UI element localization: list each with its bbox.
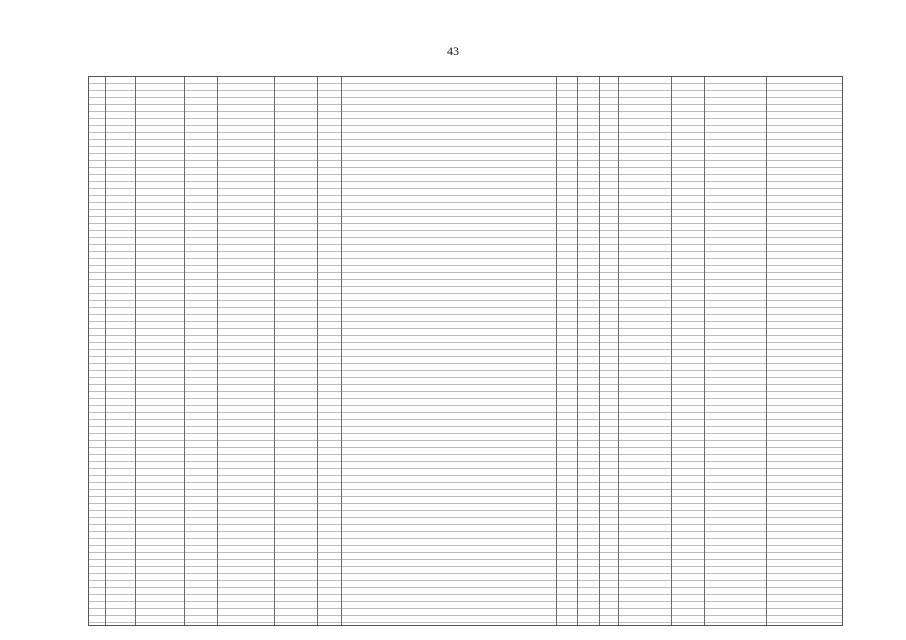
page-number: 43 bbox=[447, 44, 459, 58]
data-table bbox=[88, 76, 843, 626]
